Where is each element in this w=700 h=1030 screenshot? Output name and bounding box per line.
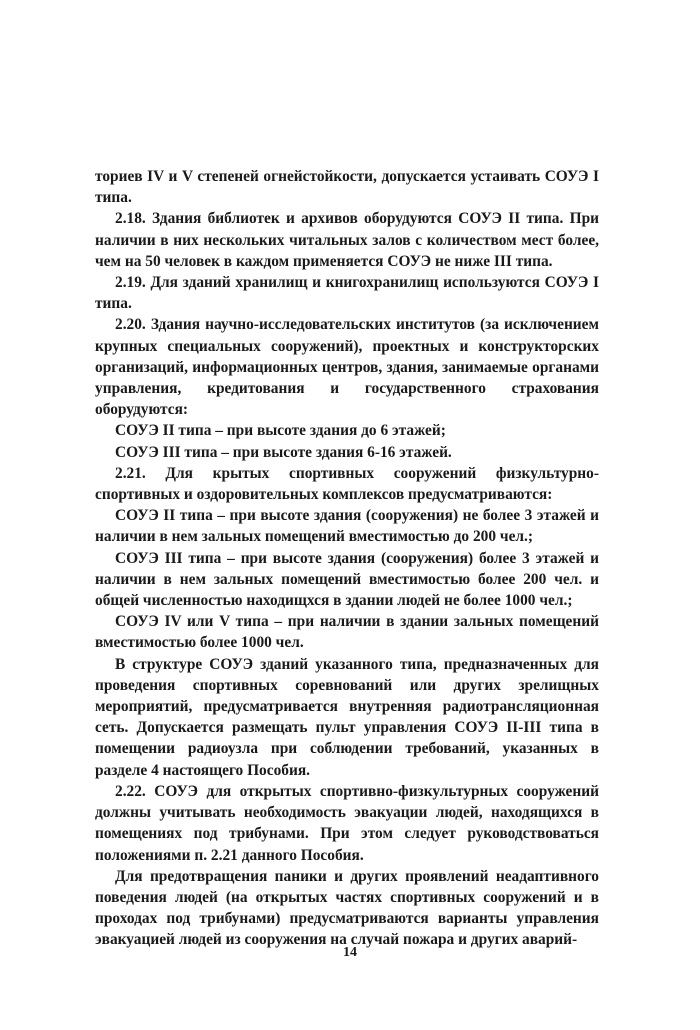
paragraph-2-21-item-1: СОУЭ II типа – при высоте здания (сооружения) не более 3 этажей и наличии в нем зальных помещений вместимостью до 200 чел.;	[95, 507, 599, 546]
paragraph-2-20-item-1: СОУЭ II типа – при высоте здания до 6 этажей;	[115, 422, 446, 440]
paragraph-2-20-item-2: СОУЭ III типа – при высоте здания 6-16 этажей.	[115, 443, 452, 461]
page-number: 14	[343, 945, 357, 960]
paragraph-2-22: 2.22. СОУЭ для открытых спортивно-физкультурных сооружений должны учитывать необходимость эвакуации людей, находящихся в помещениях под трибунами. При этом следует руководствоваться положениями п. 2.21 данного Пособия.	[95, 782, 599, 864]
paragraph-2-20: 2.20. Здания научно-исследовательских институтов (за исключением крупных специальных сооружений), проектных и конструкторских организаций, информационных центров, здания, занимаемые органами управления, кредитования и государственного страхования оборудуются:	[95, 316, 599, 419]
paragraph-2-21-structure: В структуре СОУЭ зданий указанного типа, предназначенных для проведения спортивных соревнований или других зрелищных мероприятий, предусматривается внутренняя радиотрансляционная сеть. Допускается размещать пульт управления СОУЭ II-III типа в помещении радиоузла при соблюдении требований, указанных в разделе 4 настоящего Пособия.	[95, 655, 599, 779]
paragraph-2-21-item-3: СОУЭ IV или V типа – при наличии в здании зальных помещений вместимостью более 1000 чел.	[95, 613, 599, 652]
paragraph-2-19: 2.19. Для зданий хранилищ и книгохранилищ используются СОУЭ I типа.	[95, 274, 599, 313]
paragraph-panic-prevention: Для предотвращения паники и других проявлений неадаптивного поведения людей (на открытых частях спортивных сооружений и в проходах под трибунами) предусматриваются варианты управления эвакуацией людей из сооружения на случай пожара и других аварий-	[95, 867, 599, 949]
body-text	[95, 166, 599, 951]
paragraph-2-21: 2.21. Для крытых спортивных сооружений физкультурно-спортивных и оздоровительных комплексов предусматриваются:	[95, 464, 599, 504]
paragraph-2-21-item-2: СОУЭ III типа – при высоте здания (сооружения) более 3 этажей и наличии в нем зальных помещений вместимостью более 200 чел. и общей численностью находищхся в здании людей не более 1000 чел.;	[95, 549, 599, 610]
paragraph-2-18: 2.18. Здания библиотек и архивов оборудуются СОУЭ II типа. При наличии в них нескольких читальных залов с количеством мест более, чем на 50 человек в каждом применяется СОУЭ не ниже III типа.	[95, 210, 599, 270]
paragraph-continuation: ториев IV и V степеней огнейстойкости, допускается устаивать СОУЭ I типа.	[95, 168, 599, 207]
